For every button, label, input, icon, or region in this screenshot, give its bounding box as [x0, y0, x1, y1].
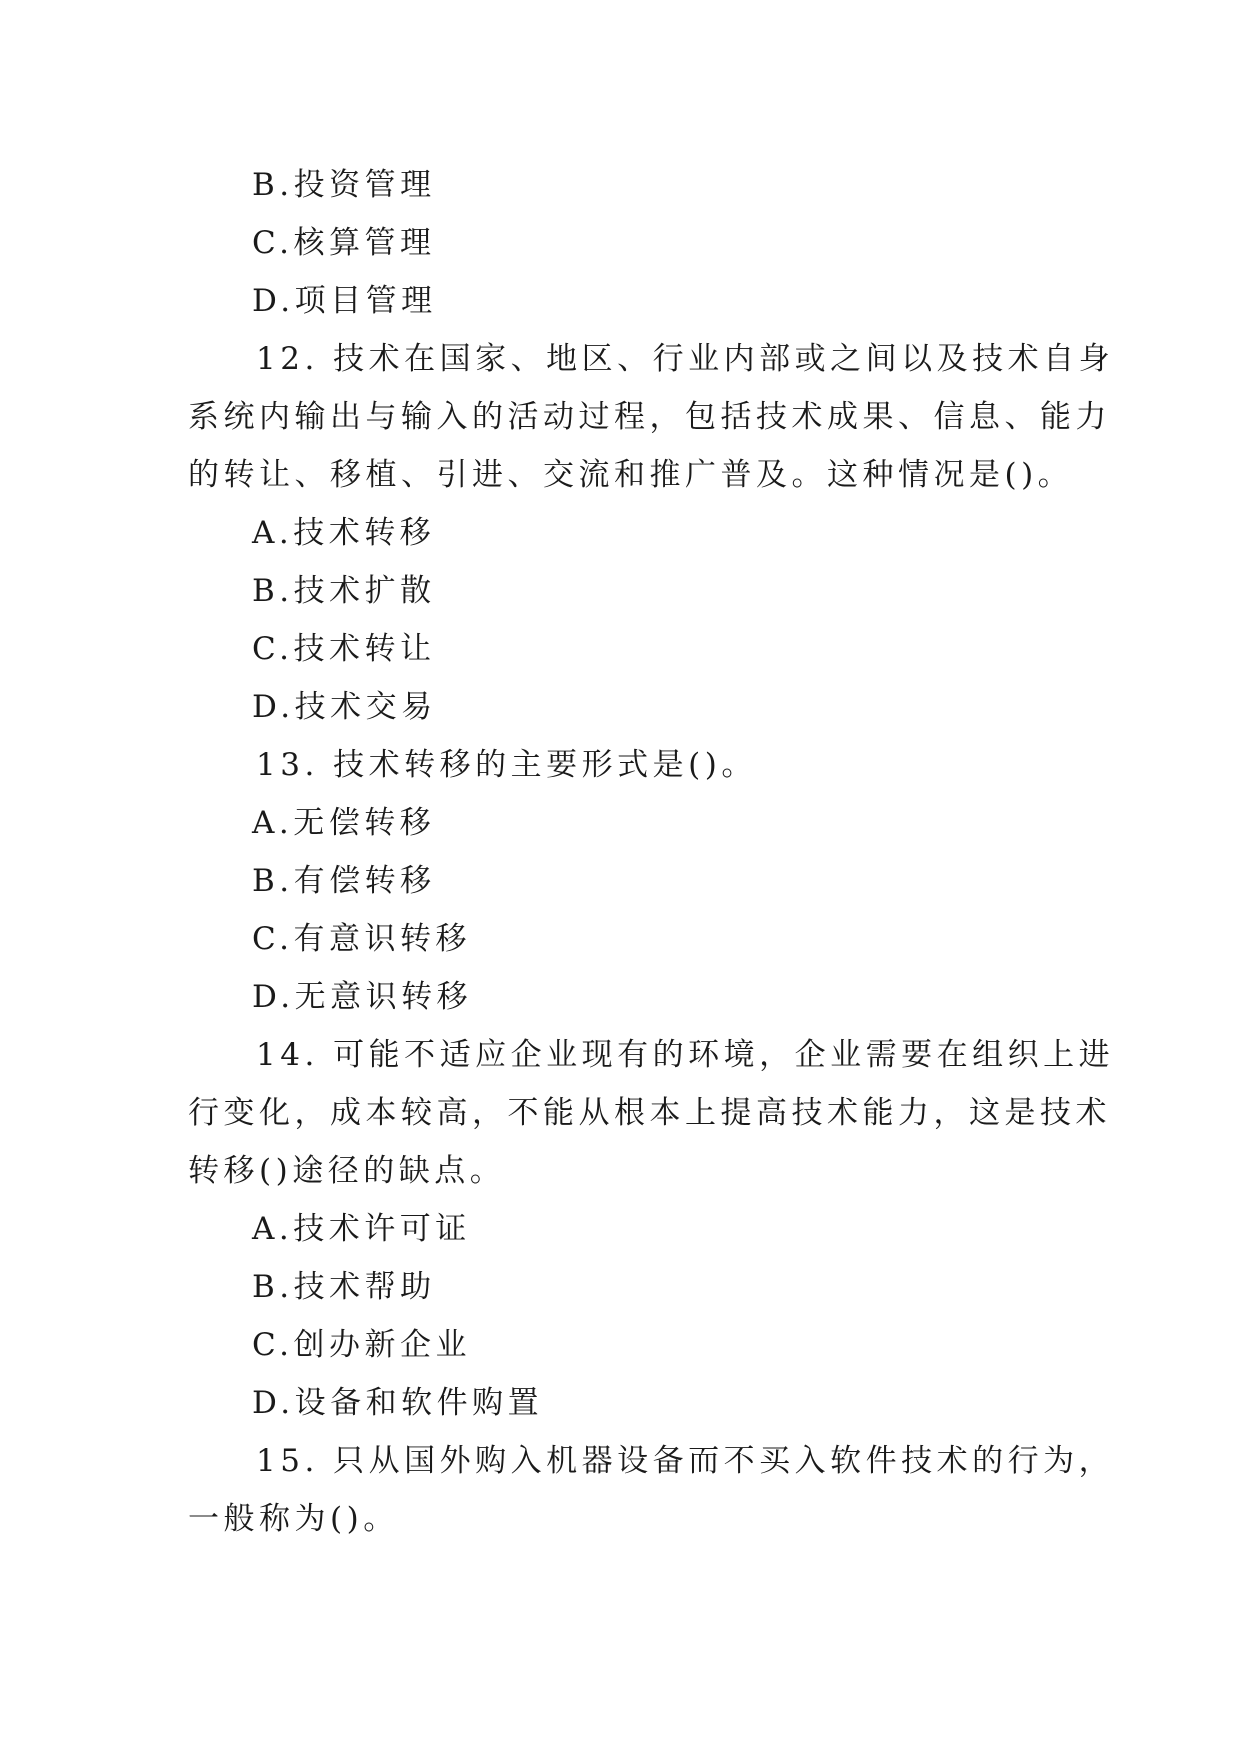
- question-13-line-1: 13. 技术转移的主要形式是()。: [256, 747, 757, 783]
- question-14-line-1: 14. 可能不适应企业现有的环境，企业需要在组织上进: [256, 1037, 1115, 1073]
- option-q12-b: B.技术扩散: [252, 573, 436, 609]
- option-q11-d: D.项目管理: [252, 283, 437, 319]
- question-12-line-1: 12. 技术在国家、地区、行业内部或之间以及技术自身: [256, 341, 1115, 377]
- option-q14-d: D.设备和软件购置: [252, 1385, 544, 1421]
- option-q14-b: B.技术帮助: [252, 1269, 436, 1305]
- option-q13-c: C.有意识转移: [252, 921, 471, 957]
- option-q14-a: A.技术许可证: [252, 1211, 471, 1247]
- option-q13-a: A.无偿转移: [252, 805, 436, 841]
- option-q12-c: C.技术转让: [252, 631, 436, 667]
- question-14-line-3: 转移()途径的缺点。: [188, 1153, 506, 1189]
- question-12-line-3: 的转让、移植、引进、交流和推广普及。这种情况是()。: [188, 457, 1074, 493]
- option-q14-c: C.创办新企业: [252, 1327, 471, 1363]
- question-15-line-1: 15. 只从国外购入机器设备而不买入软件技术的行为，: [256, 1443, 1115, 1479]
- option-q11-c: C.核算管理: [252, 225, 436, 261]
- question-15-line-2: 一般称为()。: [188, 1501, 399, 1537]
- option-q11-b: B.投资管理: [252, 167, 436, 203]
- option-q12-a: A.技术转移: [252, 515, 436, 551]
- question-14-line-2: 行变化，成本较高，不能从根本上提高技术能力，这是技术: [188, 1095, 1111, 1131]
- question-12-line-2: 系统内输出与输入的活动过程，包括技术成果、信息、能力: [188, 399, 1111, 435]
- option-q13-d: D.无意识转移: [252, 979, 473, 1015]
- option-q12-d: D.技术交易: [252, 689, 437, 725]
- option-q13-b: B.有偿转移: [252, 863, 436, 899]
